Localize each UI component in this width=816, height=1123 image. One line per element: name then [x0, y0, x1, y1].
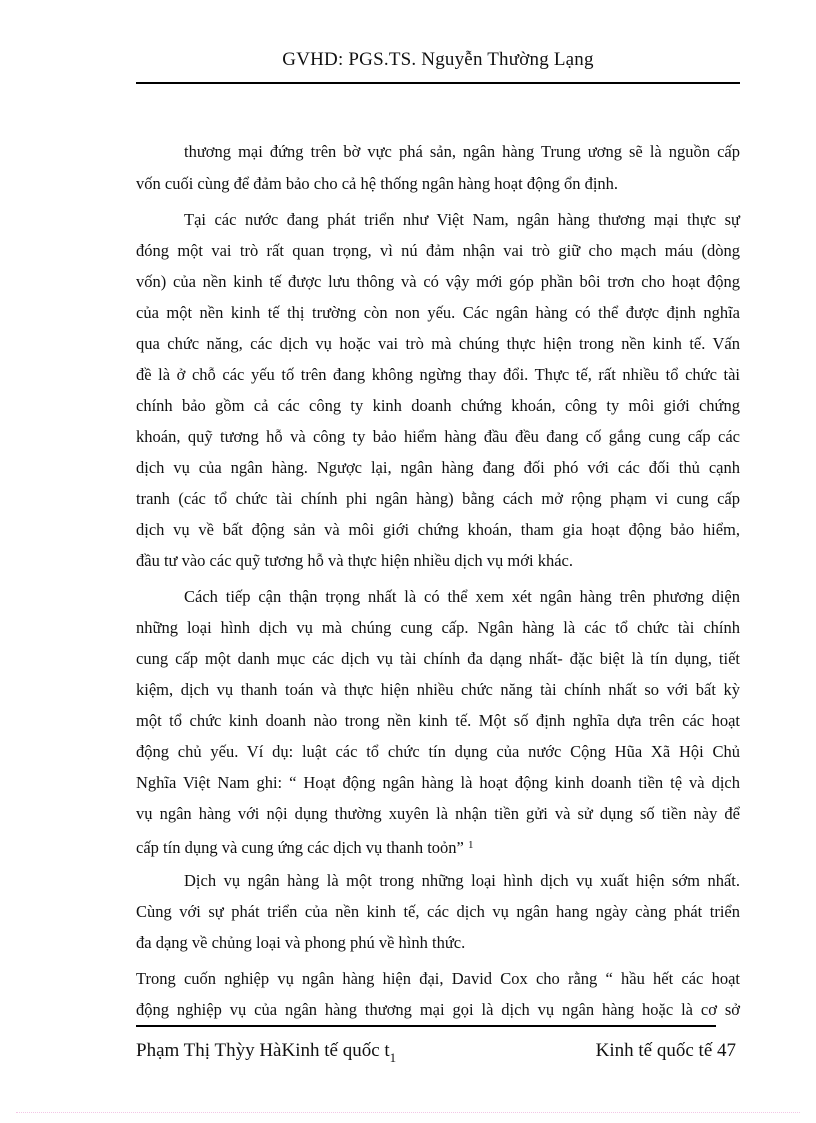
text-line: đa dạng về chủng loại và phong phú về hình thức.	[136, 933, 466, 952]
footnote-reference[interactable]: 1	[467, 839, 474, 851]
text-line: vốn cuối cùng để đảm bảo cho cả hệ thống ngân hàng hoạt động ổn định.	[136, 174, 619, 193]
footer-divider	[136, 1025, 716, 1027]
page-header-title: GVHD: PGS.TS. Nguyễn Thường Lạng	[282, 49, 594, 70]
text-line: Cách tiếp cận thận trọng nhất là có thể xem xét ngân hàng trên phương diện	[184, 587, 740, 606]
footer-page-label: Kinh tế quốc tế 47	[595, 1040, 736, 1061]
text-line: vụ ngân hàng với nội dụng thường xuyên là nhận tiền gửi và sử dụng số tiền này để	[136, 804, 740, 823]
text-line: cung cấp một danh mục các dịch vụ tài chính đa dạng nhất- đặc biệt là tín dụng, tiết	[136, 649, 740, 668]
text-line: chính bảo gồm cả các công ty kinh doanh chứng khoán, công ty môi giới chứng	[136, 396, 740, 415]
text-line: thương mại đứng trên bờ vực phá sản, ngân hàng Trung ương sẽ là nguồn cấp	[184, 142, 740, 161]
text-line: một tổ chức kinh doanh nào trong nền kinh tế. Một số định nghĩa dựa trên các hoạt	[136, 711, 740, 730]
page-boundary	[16, 1112, 800, 1113]
text-line: những loại hình dịch vụ mà chúng cung cấp. Ngân hàng là các tổ chức tài chính	[136, 618, 740, 637]
text-line: của một nền kinh tế thị trường còn non yếu. Các ngân hàng có thể được định nghĩa	[136, 303, 740, 322]
text-line: cấp tín dụng và cung ứng các dịch vụ thanh toỏn”	[136, 838, 464, 857]
text-line: Cùng với sự phát triển của nền kinh tế, các dịch vụ ngân hang ngày càng phát triển	[136, 902, 740, 921]
text-line: khoán, quỹ tương hỗ và công ty bảo hiểm hàng đầu đều đang cố gắng cung cấp các	[136, 427, 740, 446]
text-line: đóng một vai trò rất quan trọng, vì nú đảm nhận vai trò giữ cho mạch máu (dòng	[136, 241, 740, 260]
text-line: vốn) của nền kinh tế được lưu thông và có vậy mới góp phần bôi trơn cho hoạt động	[136, 272, 740, 291]
text-line: Tại các nước đang phát triển như Việt Nam, ngân hàng thương mại thực sự	[184, 210, 740, 229]
text-line: động nghiệp vụ của ngân hàng thương mại gọi là dịch vụ ngân hàng hoặc là cơ sở	[136, 1000, 740, 1019]
text-line: Trong cuốn nghiệp vụ ngân hàng hiện đại, David Cox cho rằng “ hầu hết các hoạt	[136, 969, 740, 988]
text-line: đề là ở chỗ các yếu tố trên đang không ngừng thay đổi. Thực tế, rất nhiều tổ chức tài	[136, 365, 740, 384]
text-line: Nghĩa Việt Nam ghi: “ Hoạt động ngân hàng là hoạt động kinh doanh tiền tệ và dịch	[136, 773, 740, 792]
text-line: động chủ yếu. Ví dụ: luật các tổ chức tín dụng của nước Cộng Hũa Xã Hội Chủ	[136, 742, 740, 761]
text-line: Dịch vụ ngân hàng là một trong những loại hình dịch vụ xuất hiện sớm nhất.	[184, 871, 740, 890]
header-divider	[136, 82, 740, 84]
text-line: đầu tư vào các quỹ tương hỗ và thực hiện nhiều dịch vụ mới khác.	[136, 551, 573, 570]
text-line: dịch vụ của ngân hàng. Ngược lại, ngân hàng đang đối phó với các đối thủ cạnh	[136, 458, 740, 477]
text-line: kiệm, dịch vụ thanh toán và thực hiện nhiều chức năng tài chính nhất so với bất kỳ	[136, 680, 740, 699]
footer-author	[136, 1040, 396, 1066]
text-line-with-footnote	[136, 834, 740, 856]
text-line: qua chức năng, các dịch vụ hoặc vai trò mà chúng thực hiện trong nền kinh tế. Vấn	[136, 334, 740, 353]
text-line: tranh (các tổ chức tài chính phi ngân hàng) bằng cách mở rộng phạm vi cung cấp	[136, 489, 740, 508]
text-line: dịch vụ về bất động sản và môi giới chứng khoán, tham gia hoạt động bảo hiểm,	[136, 520, 740, 539]
footer-author-text: Phạm Thị Thỳy HàKinh tế quốc t	[136, 1040, 390, 1061]
footer-subscript: 1	[389, 1050, 397, 1065]
